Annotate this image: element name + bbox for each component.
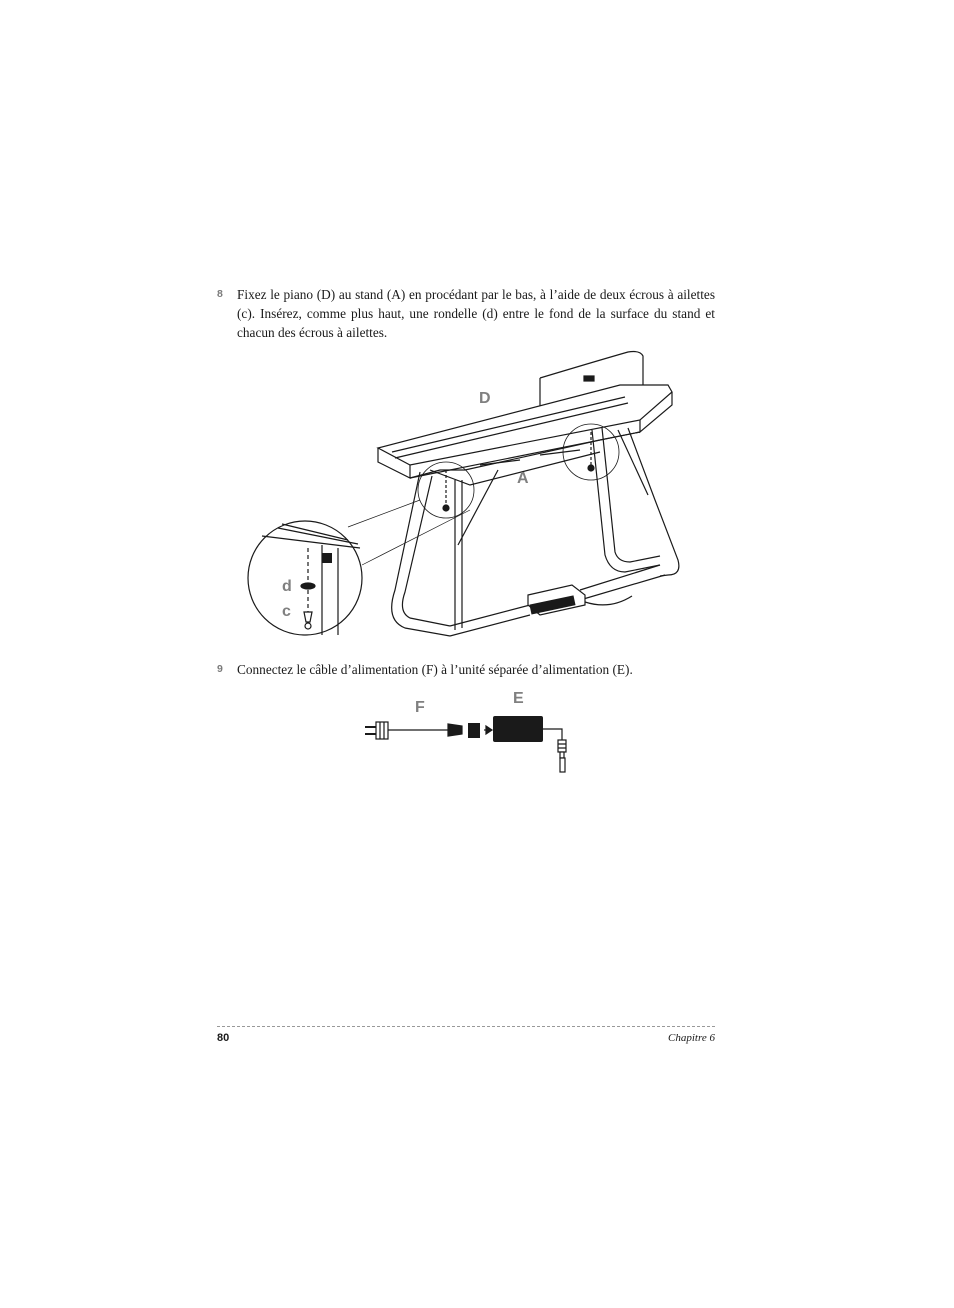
piano-stand-illustration <box>248 352 679 637</box>
step-number: 9 <box>217 663 223 675</box>
step-text: Connectez le câble d’alimentation (F) à l’unité séparée d’alimentation (E). <box>237 662 633 677</box>
chapter-label: Chapitre 6 <box>668 1032 715 1044</box>
label-stand: A <box>517 470 529 487</box>
step-text: Fixez le piano (D) au stand (A) en procédant par le bas, à l’aide de deux écrous à ailettes (c). Insérez, comme plus haut, une rondelle (d) entre le fond de la surface du stand et chacun des écrous à ailettes. <box>237 287 715 340</box>
label-piano: D <box>479 390 491 407</box>
power-adapter-illustration <box>365 716 566 772</box>
footer-divider <box>217 1026 715 1027</box>
label-power-cable: F <box>415 699 425 716</box>
page-number: 80 <box>217 1032 230 1044</box>
step-number: 8 <box>217 288 223 300</box>
step-9 <box>217 660 715 679</box>
label-washer: d <box>282 578 292 595</box>
label-wing-nut: c <box>282 603 291 620</box>
label-power-adapter: E <box>513 690 524 707</box>
